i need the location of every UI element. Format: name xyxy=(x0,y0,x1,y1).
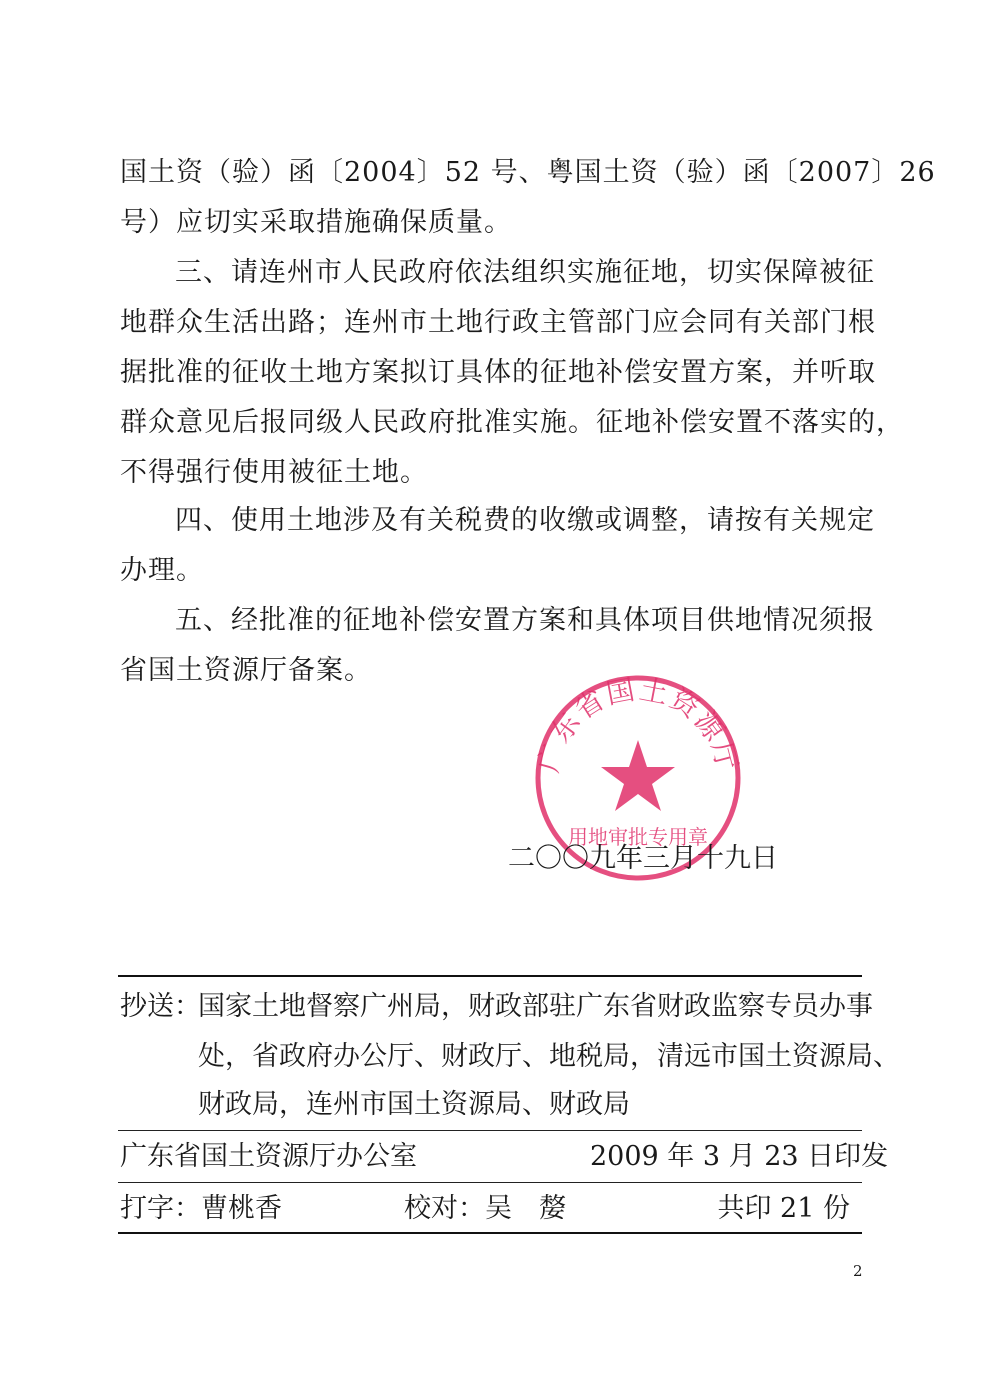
signing-date: 二〇〇九年三月十九日 xyxy=(508,843,778,874)
divider-middle xyxy=(118,1130,862,1131)
divider-lower xyxy=(118,1182,862,1183)
paragraph-3-line-2: 地群众生活出路；连州市土地行政主管部门应会同有关部门根 xyxy=(120,307,876,338)
typist: 打字：曹桃香 xyxy=(120,1193,282,1224)
paragraph-3-line-3: 据批准的征收土地方案拟订具体的征地补偿安置方案，并听取 xyxy=(120,357,876,388)
paragraph-4-line-2: 办理。 xyxy=(120,555,204,586)
cc-label: 抄送： xyxy=(120,991,201,1022)
body-line-2: 号）应切实采取措施确保质量。 xyxy=(120,207,512,238)
paragraph-3-line-4: 群众意见后报同级人民政府批准实施。征地补偿安置不落实的， xyxy=(120,407,904,438)
cc-line-1: 国家土地督察广州局，财政部驻广东省财政监察专员办事 xyxy=(198,991,873,1022)
proofreader: 校对：吴 嫠 xyxy=(404,1193,566,1224)
body-line-1: 国土资（验）函〔2004〕52 号、粤国土资（验）函〔2007〕26 xyxy=(120,157,936,188)
cc-line-2: 处，省政府办公厅、财政厅、地税局，清远市国土资源局、 xyxy=(198,1041,900,1072)
issue-date: 2009 年 3 月 23 日印发 xyxy=(590,1141,889,1172)
divider-top xyxy=(118,975,862,977)
paragraph-5-line-2: 省国土资源厅备案。 xyxy=(120,655,372,686)
page-number: 2 xyxy=(853,1262,863,1280)
cc-line-3: 财政局，连州市国土资源局、财政局 xyxy=(198,1089,630,1120)
paragraph-3-line-5: 不得强行使用被征土地。 xyxy=(120,457,428,488)
divider-bottom xyxy=(118,1232,862,1234)
paragraph-5-line-1: 五、经批准的征地补偿安置方案和具体项目供地情况须报 xyxy=(175,605,875,636)
copies: 共印 21 份 xyxy=(717,1193,850,1224)
issuer: 广东省国土资源厅办公室 xyxy=(120,1141,417,1172)
paragraph-3-line-1: 三、请连州市人民政府依法组织实施征地，切实保障被征 xyxy=(175,257,875,288)
paragraph-4-line-1: 四、使用土地涉及有关税费的收缴或调整，请按有关规定 xyxy=(175,505,875,536)
seal-outer-text: 广东省国土资源厅 xyxy=(532,672,744,776)
seal-inner-text: 用地审批专用章 xyxy=(568,825,708,849)
